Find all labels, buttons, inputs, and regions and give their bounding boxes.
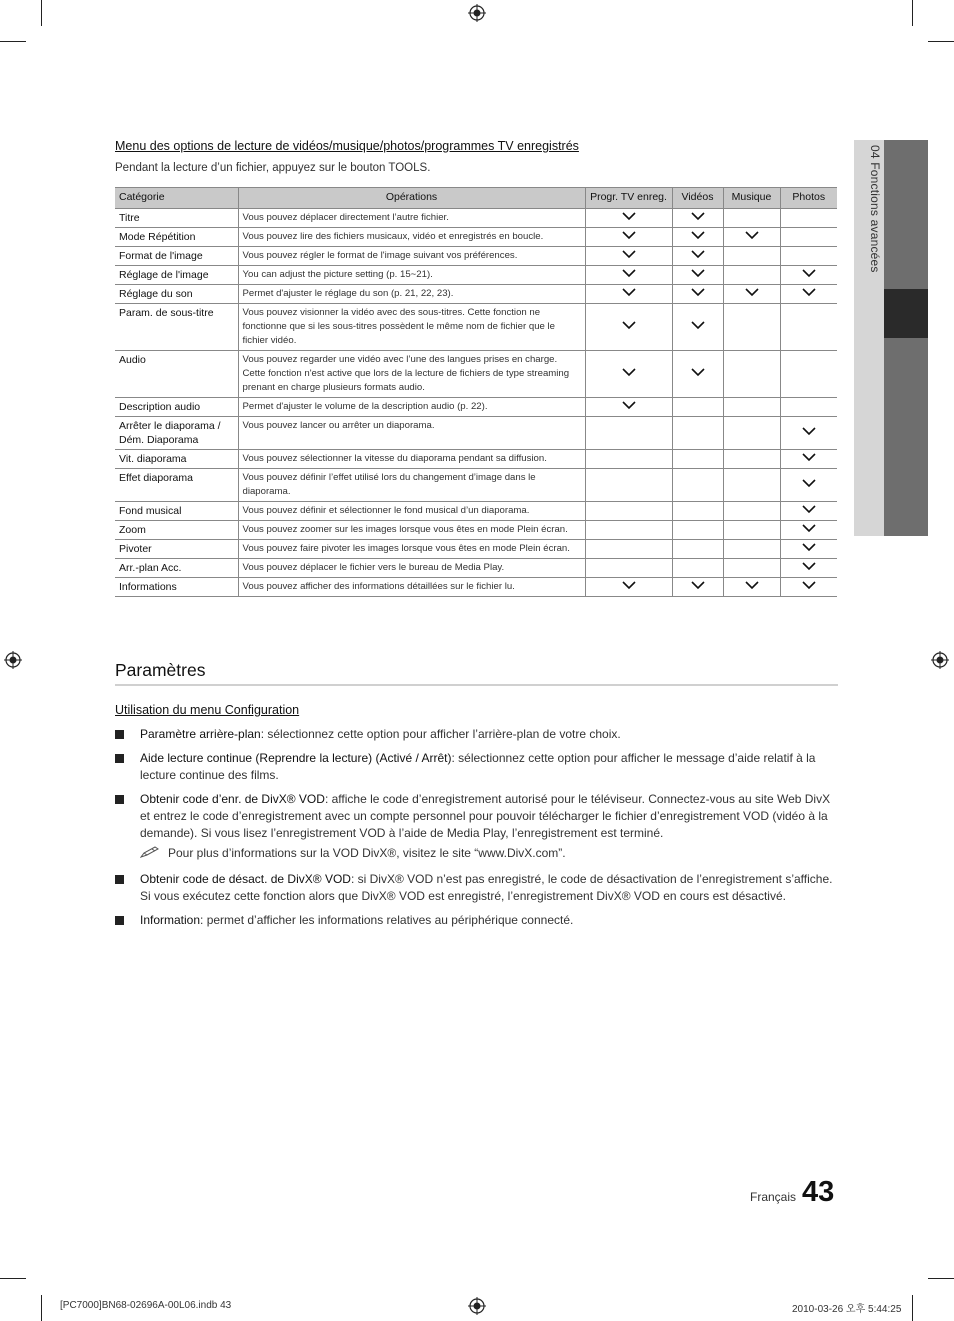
check-chevron-icon [802,542,816,552]
table-row [115,521,837,540]
column-header: Catégorie [115,188,238,209]
check-cell [672,540,723,559]
category-cell: Arr.-plan Acc. [115,559,238,578]
chapter-tab-marker [884,289,928,338]
table-row [115,247,837,266]
check-cell [723,247,780,266]
check-cell [672,521,723,540]
tools-button-label: TOOLS [388,162,428,174]
crop-mark [0,1278,26,1279]
check-cell [723,469,780,502]
bullet-item [115,912,835,929]
bullet-item [115,726,835,743]
table-row [115,469,837,502]
category-cell: Audio [115,351,238,398]
check-cell [723,559,780,578]
category-cell: Informations [115,578,238,597]
category-cell: Effet diaporama [115,469,238,502]
check-chevron-icon [802,426,816,436]
operation-cell: Vous pouvez définir et sélectionner le fond musical d’un diaporama. [238,502,585,521]
bullet-text: : sélectionnez cette option pour afficher l’arrière-plan de votre choix. [260,727,621,741]
print-slug-left: [PC7000]BN68-02696A-00L06.indb 43 [60,1300,232,1311]
check-chevron-icon [622,211,636,221]
crop-mark [41,0,42,26]
bullet-square-icon [115,795,124,804]
check-cell [672,578,723,597]
check-cell [723,540,780,559]
check-cell [672,469,723,502]
check-chevron-icon [622,287,636,297]
operation-cell: Vous pouvez définir l’effet utilisé lors du changement d’image dans le diaporama. [238,469,585,502]
table-row [115,417,837,450]
check-cell [672,417,723,450]
bullet-text: : affiche le code d’enregistrement autorisé pour le téléviseur. Connectez-vous au site Web DivX et entrez le code d’enregistrement avec un compte personnel pour pouvoir télécharger le fichier d’enregistrement VOD (vidéo à la demande). Si vous lisez l’enregistrement VOD à l’aide de Media Play, l’enregistrement est terminé. [140,792,831,840]
check-cell [780,247,837,266]
check-cell [585,304,672,351]
category-cell: Vit. diaporama [115,450,238,469]
table-row [115,450,837,469]
check-cell [780,285,837,304]
table-row [115,285,837,304]
check-cell [672,304,723,351]
check-chevron-icon [802,268,816,278]
operation-cell: Permet d'ajuster le volume de la description audio (p. 22). [238,398,585,417]
operation-cell: Vous pouvez sélectionner la vitesse du diaporama pendant sa diffusion. [238,450,585,469]
check-cell [780,521,837,540]
bullet-text: : sélectionnez cette option pour afficher le message d’aide relatif à la lecture continue des films. [140,751,816,782]
check-cell [780,304,837,351]
table-intro [115,162,430,174]
check-chevron-icon [622,268,636,278]
check-chevron-icon [802,452,816,462]
check-chevron-icon [745,287,759,297]
check-cell [672,285,723,304]
table-row [115,540,837,559]
check-cell [585,469,672,502]
check-chevron-icon [802,478,816,488]
check-cell [723,304,780,351]
check-cell [672,247,723,266]
check-cell [780,209,837,228]
chapter-label: 04 Fonctions avancées [868,145,882,273]
check-cell [585,417,672,450]
crop-mark [912,1295,913,1321]
table-row [115,398,837,417]
check-cell [585,398,672,417]
category-cell: Pivoter [115,540,238,559]
check-chevron-icon [745,580,759,590]
check-cell [585,502,672,521]
page-number: 43 [802,1176,835,1208]
check-chevron-icon [691,580,705,590]
check-cell [585,521,672,540]
operation-cell: Vous pouvez lancer ou arrêter un diaporama. [238,417,585,450]
registration-mark-icon [468,4,486,22]
check-chevron-icon [691,249,705,259]
operation-cell: Vous pouvez déplacer le fichier vers le bureau de Media Play. [238,559,585,578]
bullet-square-icon [115,730,124,739]
check-cell [585,540,672,559]
check-chevron-icon [802,504,816,514]
check-cell [672,398,723,417]
table-row [115,228,837,247]
bullet-text: : si DivX® VOD n’est pas enregistré, le code de désactivation de l’enregistrement s’affiche. Si vous exécutez cette fonction alors que DivX® VOD est enregistré, l’enregistrement DivX® VOD en cours est désactivé. [140,872,833,903]
check-cell [723,351,780,398]
check-chevron-icon [691,287,705,297]
table-row [115,304,837,351]
check-cell [723,209,780,228]
check-cell [723,228,780,247]
check-chevron-icon [745,230,759,240]
check-cell [780,450,837,469]
options-table [115,187,837,597]
check-cell [723,398,780,417]
check-chevron-icon [691,268,705,278]
intro-suffix: . [427,162,431,174]
check-cell [723,502,780,521]
category-cell: Param. de sous-titre [115,304,238,351]
category-cell: Arrêter le diaporama / Dém. Diaporama [115,417,238,450]
crop-mark [928,1278,954,1279]
bullet-label: Paramètre arrière-plan [140,727,261,741]
check-cell [672,450,723,469]
check-cell [672,559,723,578]
crop-mark [912,0,913,26]
section-subtitle: Utilisation du menu Configuration [115,703,300,717]
registration-mark-icon [468,1297,486,1315]
registration-mark-icon [4,651,22,669]
check-cell [672,228,723,247]
check-cell [780,469,837,502]
bullet-item [115,871,835,905]
operation-cell: Vous pouvez visionner la vidéo avec des sous-titres. Cette fonction ne fonctionne que si les sous-titres possèdent le même nom de fichier que le fichier vidéo. [238,304,585,351]
table-row [115,578,837,597]
operation-cell: Vous pouvez régler le format de l'image suivant vos préférences. [238,247,585,266]
check-cell [780,502,837,521]
column-header: Musique [723,188,780,209]
registration-mark-icon [931,651,949,669]
operation-cell: Vous pouvez zoomer sur les images lorsque vous êtes en mode Plein écran. [238,521,585,540]
table-row [115,209,837,228]
check-chevron-icon [622,367,636,377]
bullet-item [115,791,835,842]
check-cell [585,559,672,578]
category-cell: Description audio [115,398,238,417]
table-section-title: Menu des options de lecture de vidéos/musique/photos/programmes TV enregistrés [115,139,579,153]
operation-cell: Permet d'ajuster le réglage du son (p. 21, 22, 23). [238,285,585,304]
operation-cell: Vous pouvez afficher des informations détaillées sur le fichier lu. [238,578,585,597]
check-cell [672,266,723,285]
bullet-square-icon [115,875,124,884]
check-cell [780,351,837,398]
bullet-label: Information [140,913,201,927]
bullet-label: Aide lecture continue (Reprendre la lecture) (Activé / Arrêt) [140,751,452,765]
check-cell [780,559,837,578]
operation-cell: You can adjust the picture setting (p. 15~21). [238,266,585,285]
check-chevron-icon [802,580,816,590]
table-header-row [115,188,837,209]
check-chevron-icon [802,561,816,571]
bullet-label: Obtenir code de désact. de DivX® VOD [140,872,351,886]
check-cell [672,502,723,521]
check-cell [780,398,837,417]
operation-cell: Vous pouvez regarder une vidéo avec l’une des langues prises en charge. Cette fonction n'est active que lors de la lecture de fichiers de type streaming prenant en charge plusieurs formats audio. [238,351,585,398]
check-cell [723,417,780,450]
table-row [115,559,837,578]
check-cell [780,266,837,285]
category-cell: Zoom [115,521,238,540]
column-header: Photos [780,188,837,209]
check-cell [585,228,672,247]
check-chevron-icon [622,400,636,410]
section-divider [115,684,838,686]
check-chevron-icon [802,287,816,297]
check-cell [585,285,672,304]
crop-mark [41,1295,42,1321]
bullet-square-icon [115,754,124,763]
check-chevron-icon [622,230,636,240]
check-cell [780,578,837,597]
check-cell [585,578,672,597]
operation-cell: Vous pouvez lire des fichiers musicaux, vidéo et enregistrés en boucle. [238,228,585,247]
operation-cell: Vous pouvez faire pivoter les images lorsque vous êtes en mode Plein écran. [238,540,585,559]
category-cell: Fond musical [115,502,238,521]
check-cell [723,266,780,285]
print-slug-right: 2010-03-26 오후 5:44:25 [792,1304,902,1315]
check-chevron-icon [622,320,636,330]
check-chevron-icon [622,580,636,590]
bullet-text: : permet d’afficher les informations relatives au périphérique connecté. [200,913,574,927]
category-cell: Mode Répétition [115,228,238,247]
check-chevron-icon [691,320,705,330]
category-cell: Format de l'image [115,247,238,266]
bullet-item [115,750,835,784]
category-cell: Réglage de l'image [115,266,238,285]
operation-cell: Vous pouvez déplacer directement l’autre fichier. [238,209,585,228]
footer-language: Français [750,1190,797,1204]
note [140,846,566,860]
check-chevron-icon [691,367,705,377]
column-header: Vidéos [672,188,723,209]
check-cell [780,228,837,247]
check-cell [723,578,780,597]
crop-mark [928,41,954,42]
check-cell [672,209,723,228]
crop-mark [0,41,26,42]
check-chevron-icon [802,523,816,533]
category-cell: Réglage du son [115,285,238,304]
chapter-tab-dark [884,140,928,536]
bullet-label: Obtenir code d’enr. de DivX® VOD [140,792,325,806]
check-cell [585,209,672,228]
check-chevron-icon [691,211,705,221]
check-cell [585,266,672,285]
column-header: Progr. TV enreg. [585,188,672,209]
check-cell [723,285,780,304]
intro-text: Pendant la lecture d’un fichier, appuyez sur le bouton [115,162,389,174]
table-row [115,502,837,521]
check-cell [585,247,672,266]
bullet-square-icon [115,916,124,925]
check-cell [672,351,723,398]
table-row [115,266,837,285]
category-cell: Titre [115,209,238,228]
table-row [115,351,837,398]
check-cell [780,417,837,450]
check-cell [585,351,672,398]
note-text: Pour plus d’informations sur la VOD DivX®, visitez le site “www.DivX.com”. [168,846,566,860]
pencil-note-icon [140,846,160,858]
check-cell [585,450,672,469]
section-title: Paramètres [115,660,206,680]
check-cell [780,540,837,559]
column-header: Opérations [238,188,585,209]
check-cell [723,521,780,540]
check-cell [723,450,780,469]
check-chevron-icon [691,230,705,240]
check-chevron-icon [622,249,636,259]
